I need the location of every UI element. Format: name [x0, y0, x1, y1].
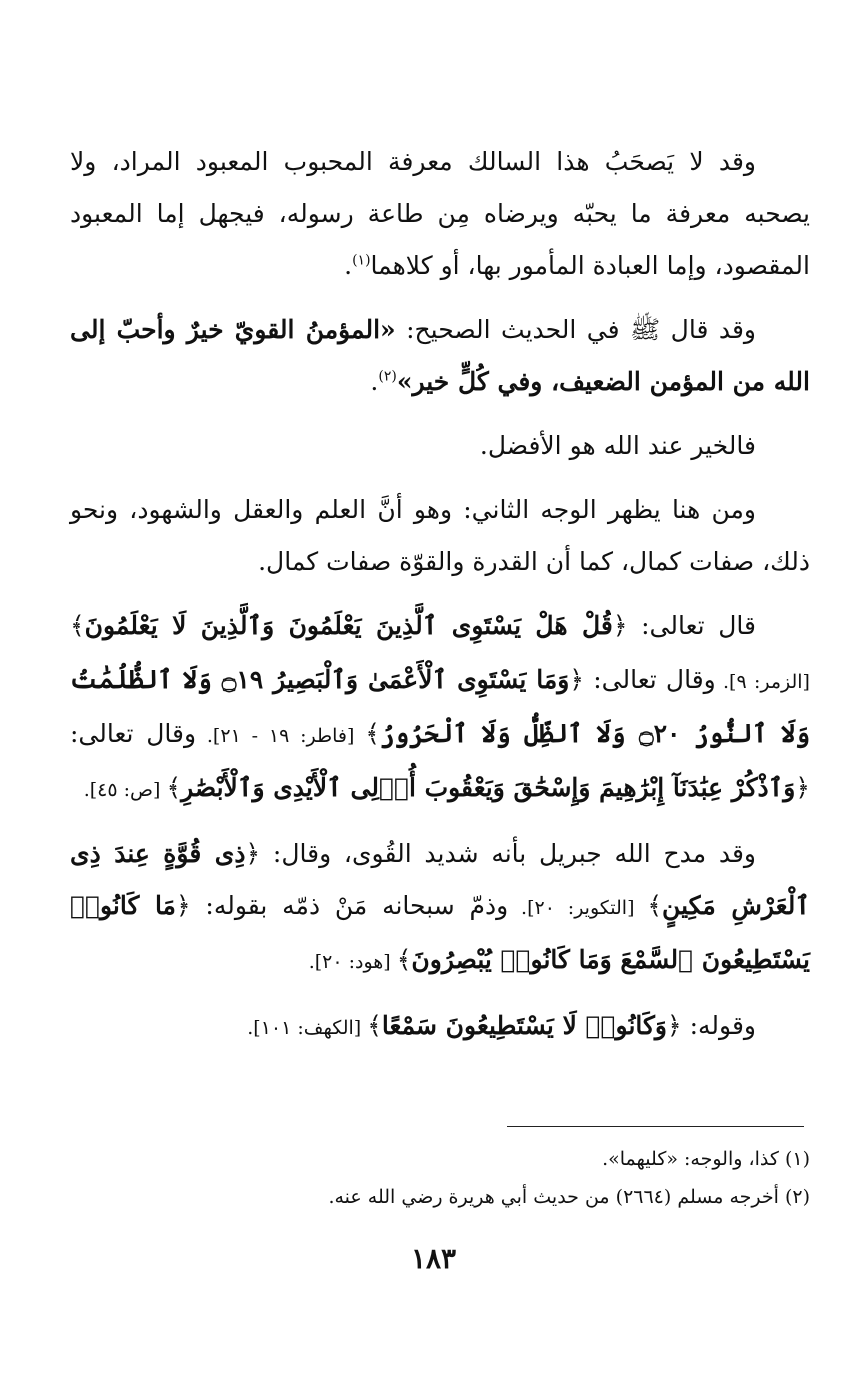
paragraph-1-end: . [344, 251, 353, 280]
paragraph-1-text: وقد لا يَصحَبُ هذا السالك معرفة المحبوب المعبود المراد، ولا يصحبه معرفة ما يحبّه ويرضاه مِن طاعة رسوله، فيجهل إما المعبود المقصود، وإما العبادة المأمور بها، أو كلاهما [70, 147, 810, 280]
footnote-number: (١) [784, 1148, 810, 1170]
quran-bracket-close: ﴾ [647, 891, 663, 920]
quran-bracket-close: ﴾ [70, 611, 85, 640]
paragraph-2 [70, 304, 810, 408]
verse-reference-zumar: [الزمر: ٩]. [715, 671, 810, 693]
quran-bracket-close: ﴾ [367, 1011, 382, 1040]
verse-reference-takwir: [التكوير: ٢٠]. [508, 897, 648, 919]
quran-bracket-open: ﴿ [245, 839, 261, 868]
paragraph-7 [70, 1000, 810, 1054]
verse-reference-kahf: [الكهف: ١٠١]. [247, 1017, 368, 1039]
footnote-text: كذا، والوجه: «كليهما». [602, 1148, 779, 1170]
verse-reference-sad: [ص: ٤٥]. [83, 779, 167, 801]
quran-verse-fatir: وَمَا يَسْتَوِى ٱلْأَعْمَىٰ وَٱلْبَصِيرُ ۝١٩ وَلَا ٱلظُّلُمَٰتُ وَلَا ٱلنُّورُ ۝٢٠ وَلَا ٱلظِّلُّ وَلَا ٱلْحَرُورُ [70, 665, 811, 748]
page-number: ١٨٣ [410, 1242, 457, 1275]
quran-verse-sad: وَٱذْكُرْ عِبَٰدَنَآ إِبْرَٰهِيمَ وَإِسْحَٰقَ وَيَعْقُوبَ أُو۟لِى ٱلْأَيْدِى وَٱلْأَبْصَٰرِ [181, 773, 796, 802]
quran-bracket-open: ﴿ [569, 665, 585, 694]
footnote-2 [70, 1178, 810, 1216]
footnote-ref-2: (٢) [378, 368, 397, 385]
quran-verse-zumar: قُلْ هَلْ يَسْتَوِى ٱلَّذِينَ يَعْلَمُونَ وَٱلَّذِينَ لَا يَعْلَمُونَ [84, 611, 613, 640]
p6-intro-2: وذمّ سبحانه مَنْ ذمّه بقوله: [190, 891, 509, 920]
paragraph-6 [70, 828, 810, 988]
main-text [70, 136, 810, 1066]
quran-verse-kahf: وَكَانُوا۟ لَا يَسْتَطِيعُونَ سَمْعًا [381, 1011, 667, 1040]
p5-intro: قال تعالى: [627, 611, 757, 640]
quran-verse-takwir: ذِى قُوَّةٍ عِندَ ذِى ٱلْعَرْشِ مَكِينٍ [70, 839, 811, 920]
quran-bracket-open: ﴿ [175, 891, 191, 920]
p5-intro-2: وقال تعالى: [584, 665, 716, 694]
footnotes [70, 1140, 810, 1216]
p6-intro: وقد مدح الله جبريل بأنه شديد القُوى، وقال: [260, 839, 757, 868]
footnote-number: (٢) [784, 1186, 810, 1208]
paragraph-5 [70, 600, 810, 816]
footnote-text: أخرجه مسلم (٢٦٦٤) من حديث أبي هريرة رضي الله عنه. [328, 1186, 779, 1208]
paragraph-1 [70, 136, 810, 292]
p5-intro-3: وقال تعالى: [70, 719, 197, 748]
footnote-1 [70, 1140, 810, 1178]
verse-reference-hud: [هود: ٢٠]. [308, 951, 397, 973]
quran-bracket-close: ﴾ [396, 945, 412, 974]
quran-bracket-open: ﴿ [667, 1011, 682, 1040]
footnote-ref-1: (١) [352, 252, 371, 269]
hadith-quote: «المؤمنُ القويّ خيرٌ وأحبّ إلى الله من المؤمن الضعيف، وفي كُلٍّ خير» [70, 315, 810, 396]
quran-bracket-close: ﴾ [166, 773, 182, 802]
quran-bracket-open: ﴿ [795, 773, 810, 802]
quran-bracket-open: ﴿ [612, 611, 628, 640]
paragraph-2-end: . [370, 367, 379, 396]
quran-verse-hud: مَا كَانُوا۟ يَسْتَطِيعُونَ ٱلسَّمْعَ وَمَا كَانُوا۟ يُبْصِرُونَ [70, 891, 810, 974]
p7-intro: وقوله: [681, 1011, 756, 1040]
paragraph-4: ومن هنا يظهر الوجه الثاني: وهو أنَّ العلم والعقل والشهود، ونحو ذلك، صفات كمال، كما أن القدرة والقوّة صفات كمال. [70, 495, 810, 576]
quran-bracket-close: ﴾ [365, 719, 380, 748]
paragraph-3: فالخير عند الله هو الأفضل. [479, 431, 756, 460]
paragraph-2-intro: وقد قال ﷺ في الحديث الصحيح: [395, 315, 756, 344]
footnote-divider [507, 1126, 804, 1127]
verse-reference-fatir: [فاطر: ١٩ - ٢١]. [196, 725, 366, 747]
